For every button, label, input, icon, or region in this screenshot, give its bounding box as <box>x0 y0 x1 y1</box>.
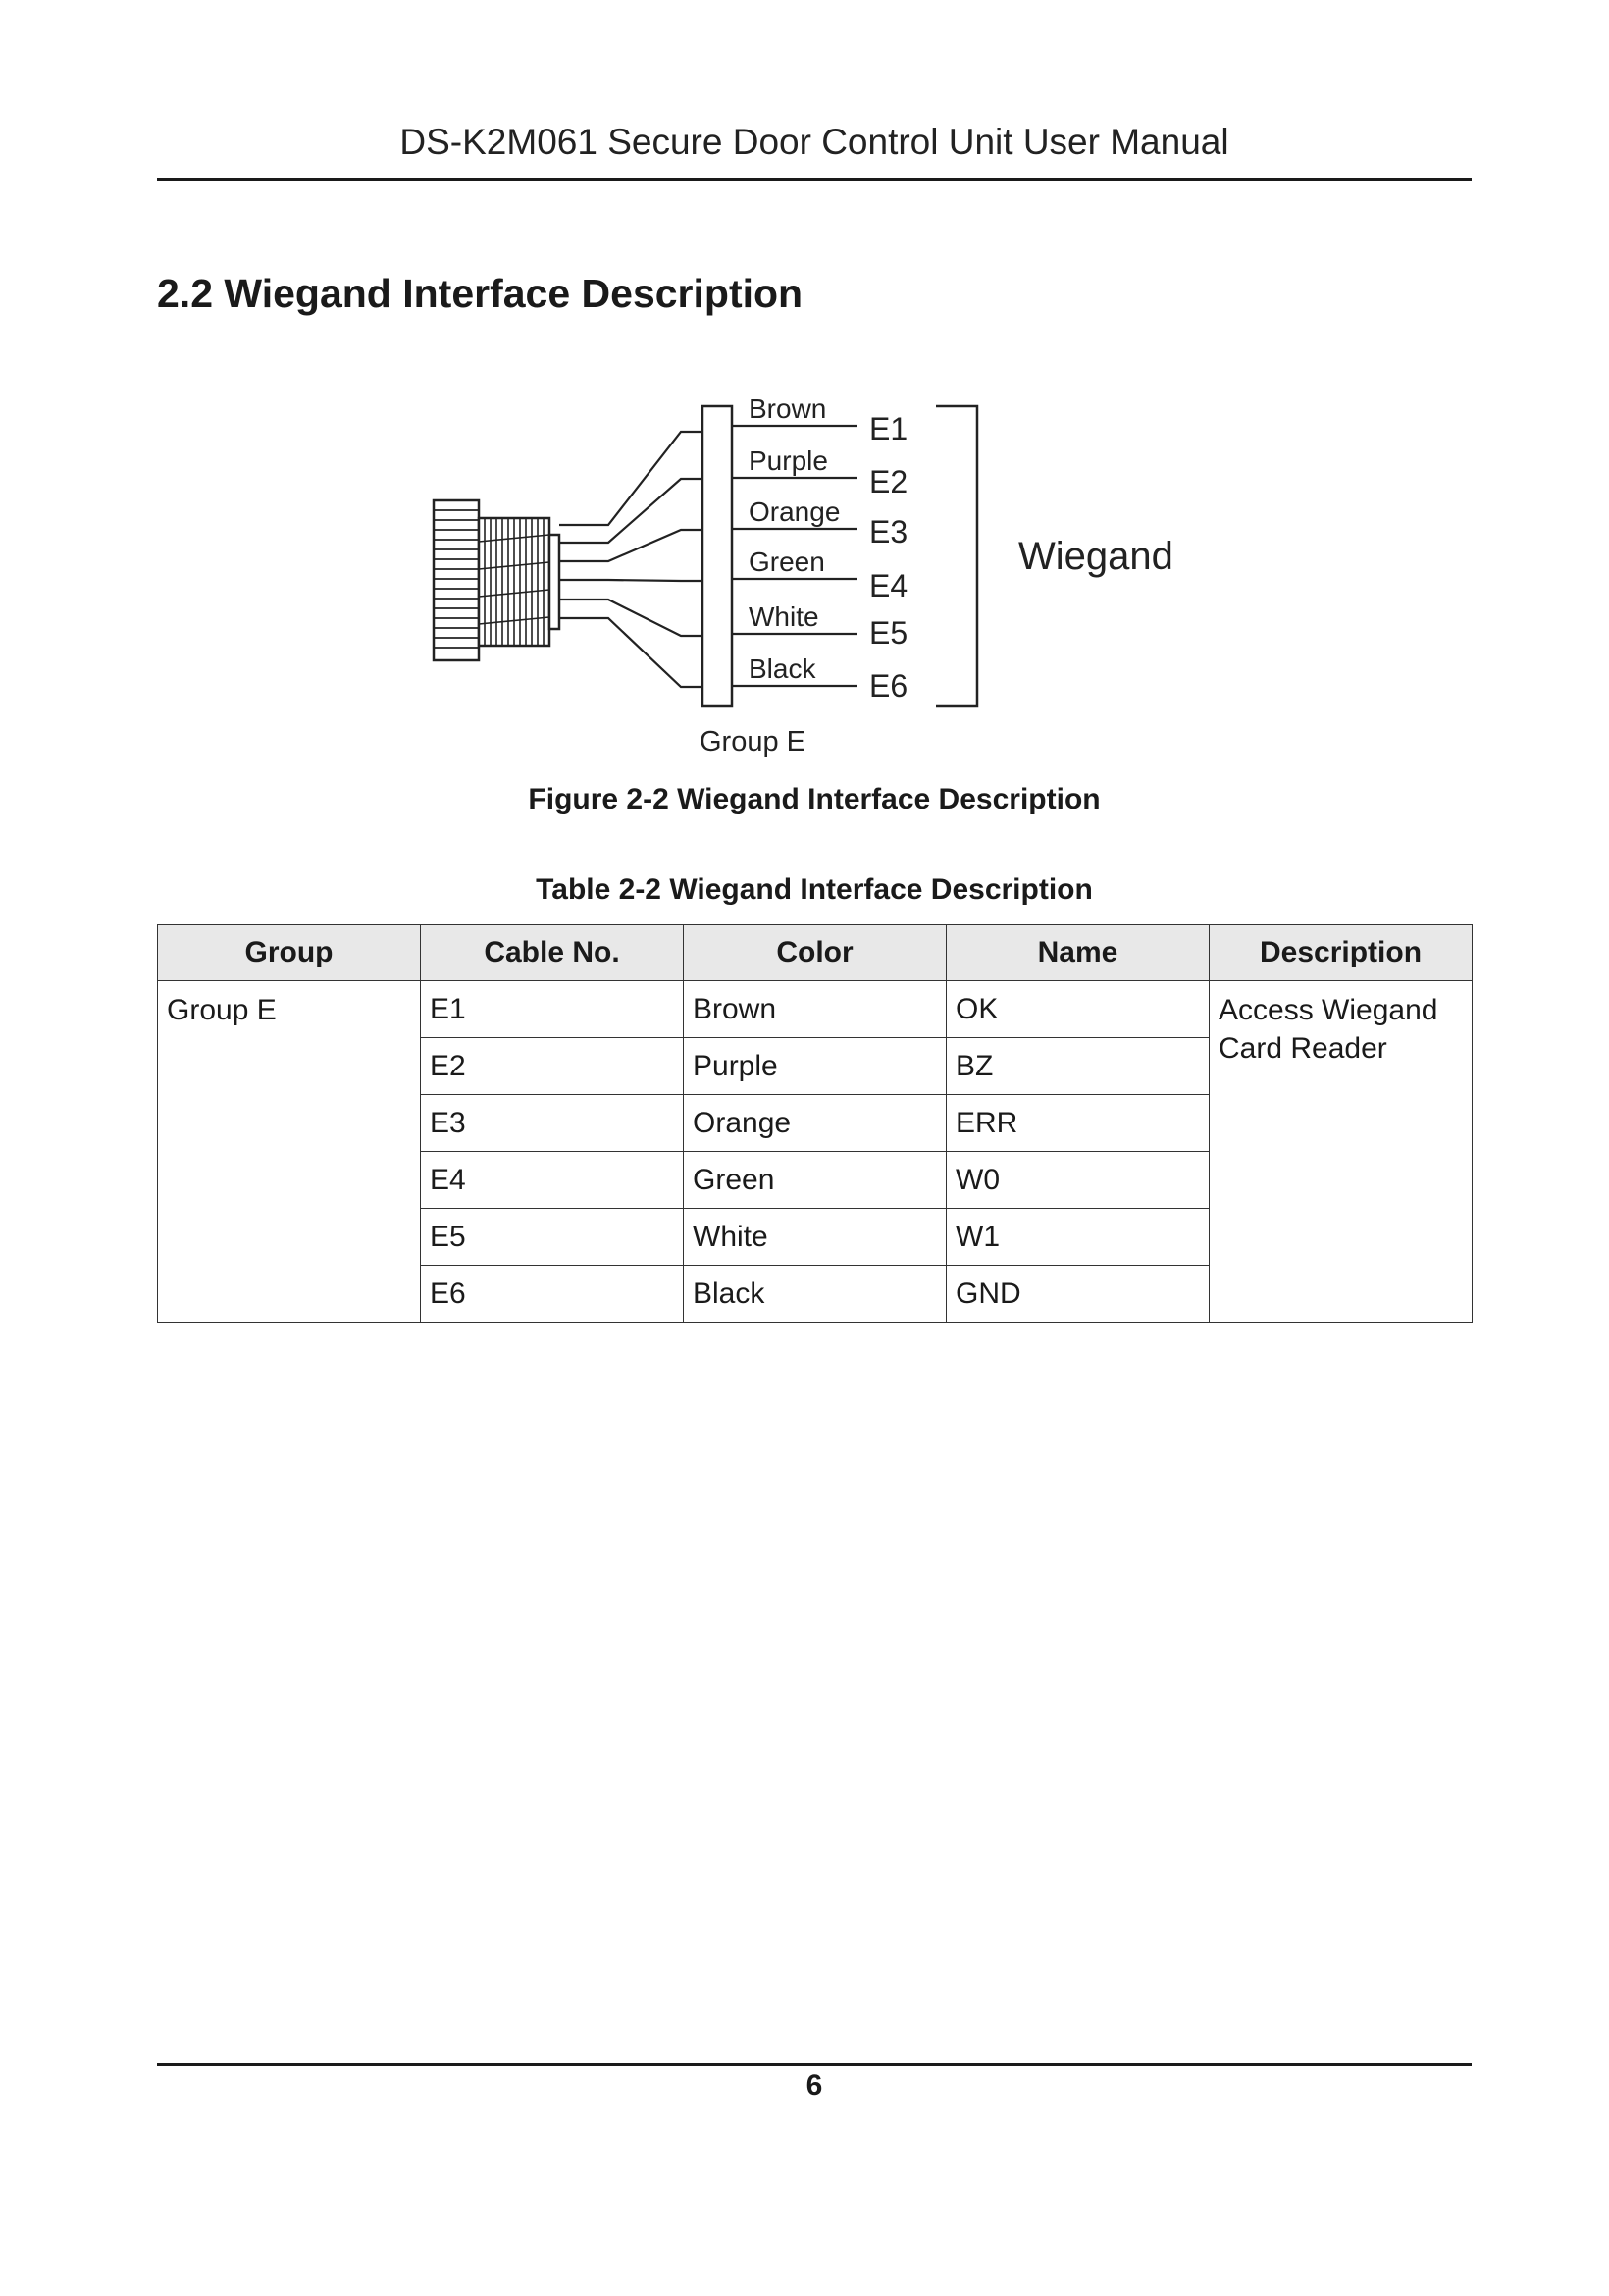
wire-color-label: Purple <box>749 445 828 476</box>
header-group: Group <box>158 925 421 981</box>
cell-description: Access Wiegand Card Reader <box>1210 981 1473 1323</box>
wire-black <box>559 618 702 687</box>
wire-white <box>559 600 702 636</box>
cell-cable-no: E3 <box>421 1095 684 1152</box>
cable-id-label: E2 <box>869 464 908 499</box>
cell-color: Purple <box>684 1038 947 1095</box>
cell-name: BZ <box>947 1038 1210 1095</box>
wire-purple <box>559 479 702 543</box>
cable-id-label: E3 <box>869 514 908 549</box>
wire-orange <box>559 530 702 561</box>
header-cable-no: Cable No. <box>421 925 684 981</box>
cell-color: Green <box>684 1152 947 1209</box>
cable-id-label: E6 <box>869 668 908 704</box>
header-description: Description <box>1210 925 1473 981</box>
group-label: Group E <box>700 726 805 757</box>
cable-id-label: E5 <box>869 615 908 651</box>
wire-brown <box>559 432 702 525</box>
cell-cable-no: E1 <box>421 981 684 1038</box>
cell-color: White <box>684 1209 947 1266</box>
header-rule <box>157 178 1472 181</box>
cell-name: W1 <box>947 1209 1210 1266</box>
wire-color-label: Black <box>749 653 816 684</box>
cable-id-label: E1 <box>869 411 908 446</box>
cell-color: Orange <box>684 1095 947 1152</box>
cell-cable-no: E5 <box>421 1209 684 1266</box>
wire-green <box>559 580 702 581</box>
table-header-row <box>158 925 1473 981</box>
footer-rule <box>157 2063 1472 2066</box>
cell-name: ERR <box>947 1095 1210 1152</box>
cell-color: Brown <box>684 981 947 1038</box>
header-color: Color <box>684 925 947 981</box>
running-header-title: DS-K2M061 Secure Door Control Unit User Manual <box>399 122 1229 162</box>
cell-name: W0 <box>947 1152 1210 1209</box>
terminal-block <box>702 406 732 706</box>
section-title: 2.2 Wiegand Interface Description <box>157 271 804 316</box>
connector-cap <box>434 500 479 660</box>
cell-name: GND <box>947 1266 1210 1323</box>
wire-group <box>559 393 908 704</box>
connector-cap-knurling <box>434 510 479 648</box>
cell-group: Group E <box>158 981 421 1323</box>
cell-name: OK <box>947 981 1210 1038</box>
connector-nub <box>549 535 559 629</box>
wire-color-label: White <box>749 601 819 632</box>
figure-caption: Figure 2-2 Wiegand Interface Description <box>528 783 1101 815</box>
cable-id-label: E4 <box>869 568 908 603</box>
table-caption: Table 2-2 Wiegand Interface Description <box>536 873 1093 906</box>
connector-body <box>479 518 549 646</box>
cell-cable-no: E2 <box>421 1038 684 1095</box>
wiegand-bracket <box>936 406 977 706</box>
cell-cable-no: E4 <box>421 1152 684 1209</box>
connector-body-threads <box>479 518 549 646</box>
wire-color-label: Green <box>749 547 825 577</box>
cell-color: Black <box>684 1266 947 1323</box>
cell-cable-no: E6 <box>421 1266 684 1323</box>
bracket-label: Wiegand <box>1018 535 1173 578</box>
header-name: Name <box>947 925 1210 981</box>
wiegand-interface-table <box>157 924 1473 1323</box>
wire-color-label: Brown <box>749 393 827 424</box>
page-number: 6 <box>805 2069 823 2102</box>
wire-color-label: Orange <box>749 496 841 527</box>
table-row <box>158 981 1473 1038</box>
